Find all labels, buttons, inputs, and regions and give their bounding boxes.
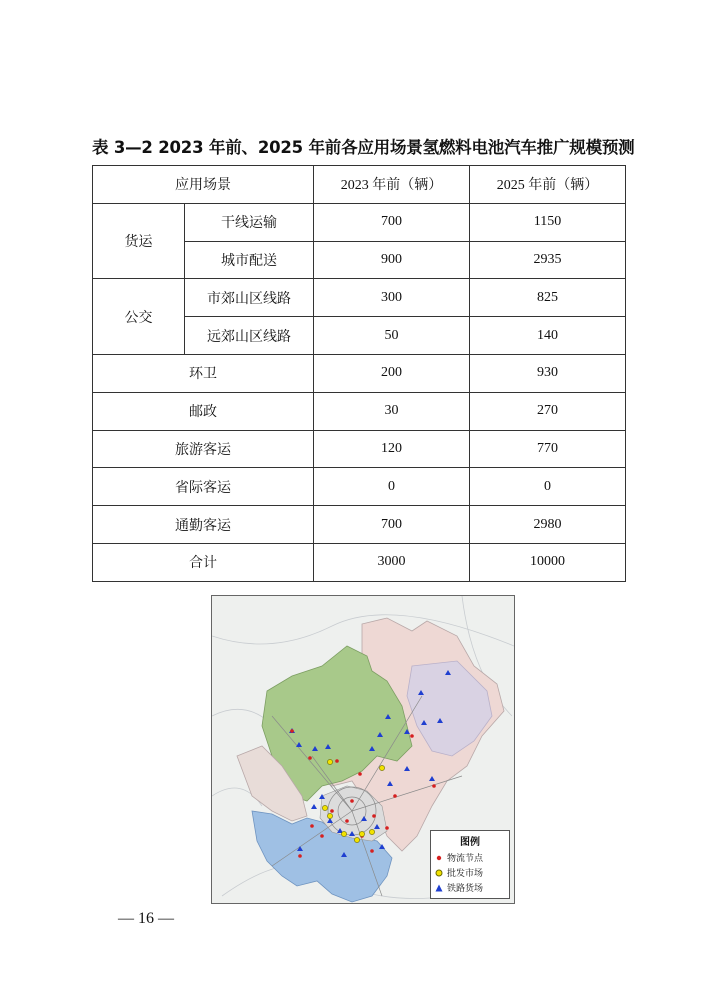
header-2023: 2023 年前（辆） <box>314 166 470 204</box>
logistics-map <box>211 595 515 904</box>
row-2025: 2935 <box>470 241 626 279</box>
row-name: 省际客运 <box>93 468 314 506</box>
group-label-bus: 公交 <box>93 279 185 355</box>
row-2023: 700 <box>314 203 470 241</box>
table-row <box>93 506 626 544</box>
group-label-freight: 货运 <box>93 203 185 279</box>
map-legend <box>430 830 510 899</box>
row-2025: 0 <box>470 468 626 506</box>
table-row <box>93 430 626 468</box>
blue-triangle-icon <box>434 883 444 893</box>
legend-item <box>434 880 506 895</box>
yellow-circle-icon <box>434 868 444 878</box>
table-total-row <box>93 543 626 581</box>
legend-title: 图例 <box>460 837 480 848</box>
legend-label: 铁路货场 <box>447 884 484 894</box>
row-2025: 2980 <box>470 506 626 544</box>
legend-item <box>434 850 506 865</box>
header-2025: 2025 年前（辆） <box>470 166 626 204</box>
row-2023: 700 <box>314 506 470 544</box>
row-2023: 120 <box>314 430 470 468</box>
row-2023: 0 <box>314 468 470 506</box>
row-2023: 30 <box>314 392 470 430</box>
table-row <box>93 392 626 430</box>
row-name: 城市配送 <box>185 241 314 279</box>
row-2023: 50 <box>314 317 470 355</box>
total-name: 合计 <box>93 543 314 581</box>
legend-item <box>434 865 506 880</box>
row-2023: 200 <box>314 354 470 392</box>
row-name: 市郊山区线路 <box>185 279 314 317</box>
row-name: 远郊山区线路 <box>185 317 314 355</box>
table-header-row <box>93 166 626 204</box>
row-2023: 300 <box>314 279 470 317</box>
total-2025: 10000 <box>470 543 626 581</box>
red-dot-icon <box>434 853 444 863</box>
row-name: 通勤客运 <box>93 506 314 544</box>
table-caption: 表 3—2 2023 年前、2025 年前各应用场景氢燃料电池汽车推广规模预测 <box>92 138 635 157</box>
forecast-table <box>92 165 626 582</box>
table-row <box>93 203 626 241</box>
row-2025: 770 <box>470 430 626 468</box>
row-2025: 270 <box>470 392 626 430</box>
row-name: 旅游客运 <box>93 430 314 468</box>
row-2025: 930 <box>470 354 626 392</box>
row-name: 邮政 <box>93 392 314 430</box>
table-row <box>93 354 626 392</box>
row-2023: 900 <box>314 241 470 279</box>
row-2025: 825 <box>470 279 626 317</box>
legend-label: 物流节点 <box>447 854 484 864</box>
legend-label: 批发市场 <box>447 869 484 879</box>
total-2023: 3000 <box>314 543 470 581</box>
table-row <box>93 279 626 317</box>
row-name: 环卫 <box>93 354 314 392</box>
row-2025: 1150 <box>470 203 626 241</box>
row-name: 干线运输 <box>185 203 314 241</box>
row-2025: 140 <box>470 317 626 355</box>
page-number: — 16 — <box>118 910 174 927</box>
table-row <box>93 468 626 506</box>
header-scene: 应用场景 <box>93 166 314 204</box>
